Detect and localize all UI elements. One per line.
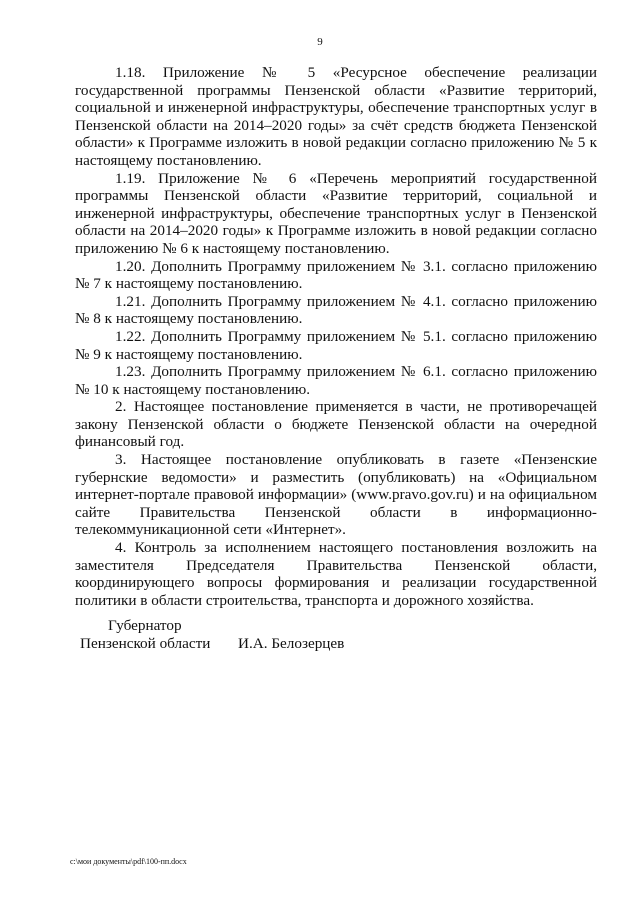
paragraph-2: 2. Настоящее постановление применяется в части, не противоречащей закону Пензенской области о бюджете Пензенской области на очередной финансовый год. [75,398,597,451]
paragraph-1-18: 1.18. Приложение № 5 «Ресурсное обеспечение реализации государственной программы Пензенской области «Развитие территорий, социальной и инженерной инфраструктуры, обеспечение транспортных услуг в Пензенской области на 2014–2020 годы» за счёт средств бюджета Пензенской области» к Программе изложить в новой редакции согласно приложению № 5 к настоящему постановлению. [75,64,597,169]
paragraph-1-19: 1.19. Приложение № 6 «Перечень мероприятий государственной программы Пензенской области «Развитие территорий, социальной и инженерной инфраструктуры, обеспечение транспортных услуг в Пензенской области на 2014–2020 годы» к Программе изложить в новой редакции согласно приложению № 6 к настоящему постановлению. [75,169,597,257]
paragraph-1-20: 1.20. Дополнить Программу приложением № 3.1. согласно приложению № 7 к настоящему постановлению. [75,257,597,293]
signatory-title-line-1: Губернатор [108,617,182,634]
paragraph-1-23: 1.23. Дополнить Программу приложением № 6.1. согласно приложению № 10 к настоящему постановлению. [75,363,597,398]
signatory-title-line-2: Пензенской области [80,635,211,652]
signatory-name: И.А. Белозерцев [238,635,345,652]
document-body [75,64,597,609]
page-number: 9 [317,36,323,48]
paragraph-1-22: 1.22. Дополнить Программу приложением № 5.1. согласно приложению № 9 к настоящему постановлению. [75,327,597,363]
paragraph-4: 4. Контроль за исполнением настоящего постановления возложить на заместителя Председателя Правительства Пензенской области, координирующего вопросы формирования и реализации государственной политики в области строительства, транспорта и дорожного хозяйства. [75,539,597,609]
paragraph-1-21: 1.21. Дополнить Программу приложением № 4.1. согласно приложению № 8 к настоящему постановлению. [75,292,597,328]
paragraph-3: 3. Настоящее постановление опубликовать в газете «Пензенские губернские ведомости» и разместить (опубликовать) на «Официальном интернет-портале правовой информации» (www.pravo.gov.ru) и на официальном сайте Правительства Пензенской области в информационно-телекоммуникационной сети «Интернет». [75,451,597,539]
footer-file-path: c:\мои документы\pdf\100-пп.docx [70,857,187,866]
